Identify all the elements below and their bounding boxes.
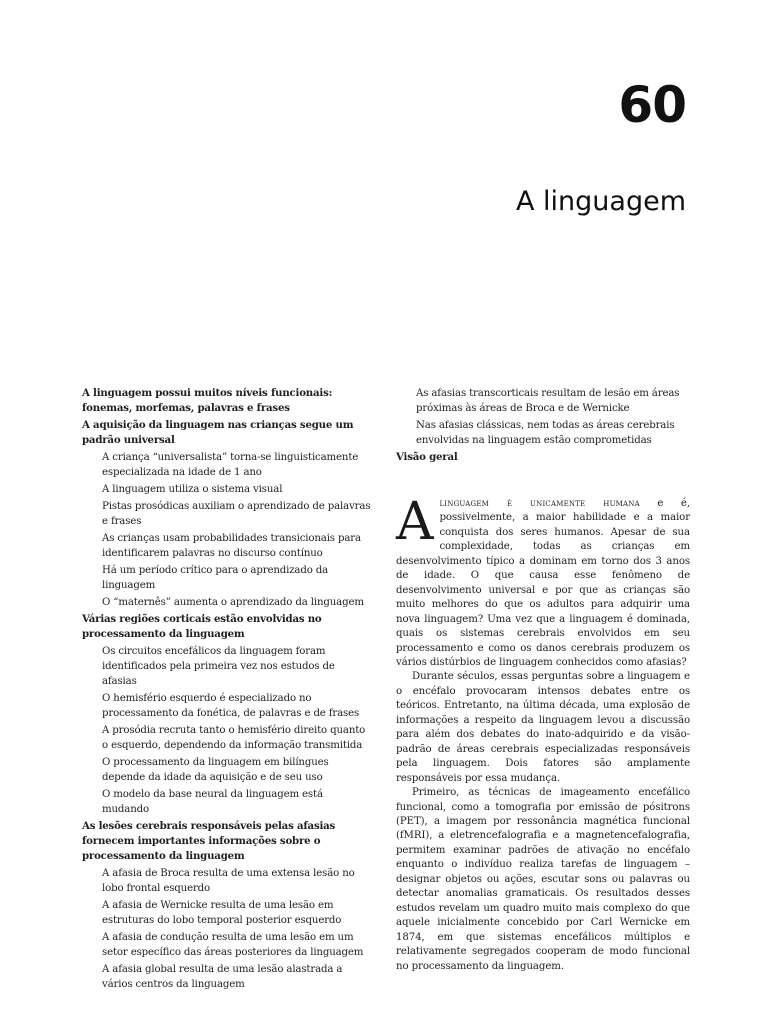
paragraph-1 [396,492,690,670]
outline-subitem: A linguagem utiliza o sistema visual [102,484,283,495]
lead-smallcaps: linguagem é unicamente humana [439,498,640,509]
outline-subitem: A afasia de Wernicke resulta de uma lesão em estruturas do lobo temporal posterior esquerdo [102,900,342,926]
outline-subitem: A prosódia recruta tanto o hemisfério direito quanto o esquerdo, dependendo da informação transmitida [102,725,366,751]
outline-subitem: A afasia de Broca resulta de uma extensa lesão no lobo frontal esquerdo [102,868,355,894]
chapter-outline-right [396,386,690,467]
outline-subitem: A afasia global resulta de uma lesão alastrada a vários centros da linguagem [102,964,343,990]
drop-cap: A [396,492,434,552]
outline-heading: Várias regiões corticais estão envolvidas no processamento da linguagem [82,613,322,640]
chapter-number: 60 [618,76,686,134]
paragraph-1-text: e é, possivelmente, a maior habilidade e a maior conquista dos seres humanos. Apesar de sua complexidade, todas as crianças em desenvolvimento típico a dominam em torno dos 3 anos de idade. O que causa esse fenômeno de desenvolvimento universal e por que as crianças são muito melhores do que os adultos para adquirir uma nova linguagem? Uma vez que a linguagem é dominada, quais os sistemas cerebrais envolvidos em seu processamento e como os danos cerebrais produzem os vários distúrbios de linguagem conhecidos como afasias? [396,498,690,668]
outline-subitem: A afasia de condução resulta de uma lesão em um setor específico das áreas posteriores da linguagem [102,932,364,958]
outline-subitem: O hemisfério esquerdo é especializado no processamento da fonética, de palavras e de frases [102,693,360,719]
outline-heading: As lesões cerebrais responsáveis pelas afasias fornecem importantes informações sobre o processamento da linguagem [82,820,336,862]
outline-subitem: O processamento da linguagem em bilíngues depende da idade da aquisição e de seu uso [102,757,329,783]
chapter-outline-left [82,386,372,994]
outline-subitem: A criança “universalista” torna-se linguisticamente especializada na idade de 1 ano [102,452,359,478]
paragraph-2: Durante séculos, essas perguntas sobre a linguagem e o encéfalo provocaram intensos debates entre os teóricos. Entretanto, na última década, uma explosão de informações a respeito da linguagem levou a discussão para além dos debates do inato-adquirido e da visão-padrão de áreas cerebrais especializadas responsáveis pela linguagem. Dois fatores são amplamente responsáveis por essa mudança. [396,671,690,784]
outline-subitem: O modelo da base neural da linguagem está mudando [102,789,323,815]
outline-subitem: As afasias transcorticais resultam de lesão em áreas próximas às áreas de Broca e de Wernicke [416,388,680,414]
outline-subitem: As crianças usam probabilidades transicionais para identificarem palavras no discurso contínuo [102,533,361,559]
chapter-title: A linguagem [515,186,686,217]
body-text [396,492,690,974]
outline-heading: A aquisição da linguagem nas crianças segue um padrão universal [82,419,354,446]
outline-subitem: Os circuitos encefálicos da linguagem foram identificados pela primeira vez nos estudos de afasias [102,646,335,687]
outline-subitem: Há um período crítico para o aprendizado da linguagem [102,565,329,591]
outline-subitem: O “maternês” aumenta o aprendizado da linguagem [102,597,364,608]
outline-heading: Visão geral [396,451,458,463]
outline-subitem: Nas afasias clássicas, nem todas as áreas cerebrais envolvidas na linguagem estão comprometidas [416,420,675,446]
outline-heading: A linguagem possui muitos níveis funcionais: fonemas, morfemas, palavras e frases [82,387,333,414]
outline-subitem: Pistas prosódicas auxiliam o aprendizado de palavras e frases [102,501,371,527]
paragraph-3: Primeiro, as técnicas de imageamento encefálico funcional, como a tomografia por emissão de pósitrons (PET), a imagem por ressonância magnética funcional (fMRI), a eletrencefalografia e a magnetencefalografia, permitem examinar padrões de ativação no encéfalo enquanto o indivíduo realiza tarefas de linguagem – designar objetos ou ações, escutar sons ou palavras ou detectar anomalias gramaticais. Os resultados desses estudos revelam um quadro muito mais complexo do que aquele inicialmente concebido por Carl Wernicke em 1874, em que sistemas encefálicos múltiplos e relativamente segregados cooperam de modo funcional no processamento da linguagem. [396,787,690,972]
